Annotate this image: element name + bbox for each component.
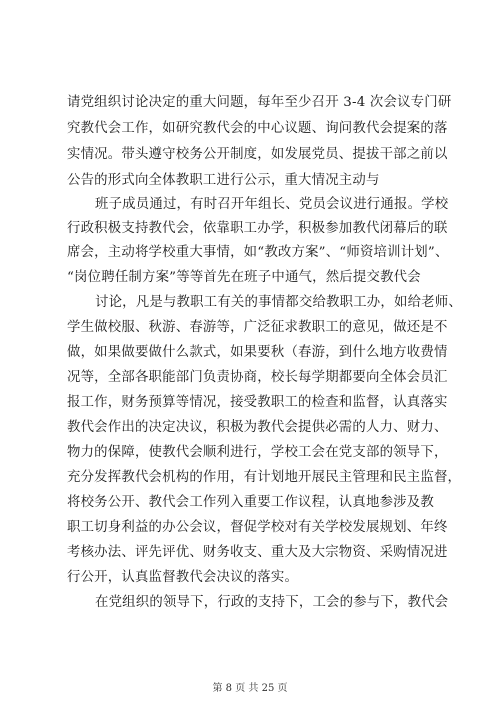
- text-line-11: 做，如果做要做什么款式，如果要秋（春游，到什么地方收费情: [67, 345, 448, 360]
- text-line-8: “岗位聘任制方案”等等首先在班子中通气，然后提交教代会: [67, 270, 421, 285]
- text-line-21: 在党组织的领导下，行政的支持下，工会的参与下，教代会: [95, 595, 449, 610]
- text-line-13: 报工作，财务预算等情况，接受教职工的检查和监督，认真落实: [67, 395, 448, 410]
- text-line-3: 实情况。带头遵守校务公开制度，如发展党员、提拔干部之前以: [67, 147, 448, 162]
- text-line-6: 行政积极支持教代会，依靠职工办学，积极参加教代闭幕后的联: [67, 221, 448, 236]
- text-line-20: 行公开，认真监督教代会决议的落实。: [67, 570, 299, 585]
- text-line-4: 公告的形式向全体教职工进行公示，重大情况主动与: [67, 173, 380, 188]
- text-line-12: 况等，全部各职能部门负责协商，校长每学期都要向全体会员汇: [67, 370, 448, 385]
- page-number-footer: 第 8 页 共 25 页: [212, 683, 288, 694]
- text-line-19: 考核办法、评先评优、财务收支、重大及大宗物资、采购情况进: [67, 545, 448, 560]
- text-line-7: 席会，主动将学校重大事情，如“教改方案”、“师资培训计划”、: [67, 245, 449, 260]
- text-line-1: 请党组织讨论决定的重大问题，每年至少召开 3-4 次会议专门研: [67, 95, 452, 110]
- text-line-10: 学生做校服、秋游、春游等，广泛征求教职工的意见，做还是不: [67, 320, 448, 335]
- text-line-16: 充分发挥教代会机构的作用，有计划地开展民主管理和民主监督，: [67, 470, 462, 485]
- text-line-17: 将校务公开、教代会工作列入重要工作议程，认真地参涉及教: [67, 495, 434, 510]
- text-line-9: 讨论，凡是与教职工有关的事情都交给教职工办，如给老师、: [95, 295, 462, 310]
- text-line-2: 究教代会工作，如研究教代会的中心议题、询问教代会提案的落: [67, 121, 448, 136]
- text-line-5: 班子成员通过，有时召开年组长、党员会议进行通报。学校: [95, 197, 449, 212]
- text-line-18: 职工切身利益的办公会议，督促学校对有关学校发展规划、年终: [67, 520, 448, 535]
- text-line-14: 教代会作出的决定决议，积极为教代会提供必需的人力、财力、: [67, 420, 448, 435]
- text-line-15: 物力的保障，使教代会顺利进行，学校工会在党支部的领导下，: [67, 445, 448, 460]
